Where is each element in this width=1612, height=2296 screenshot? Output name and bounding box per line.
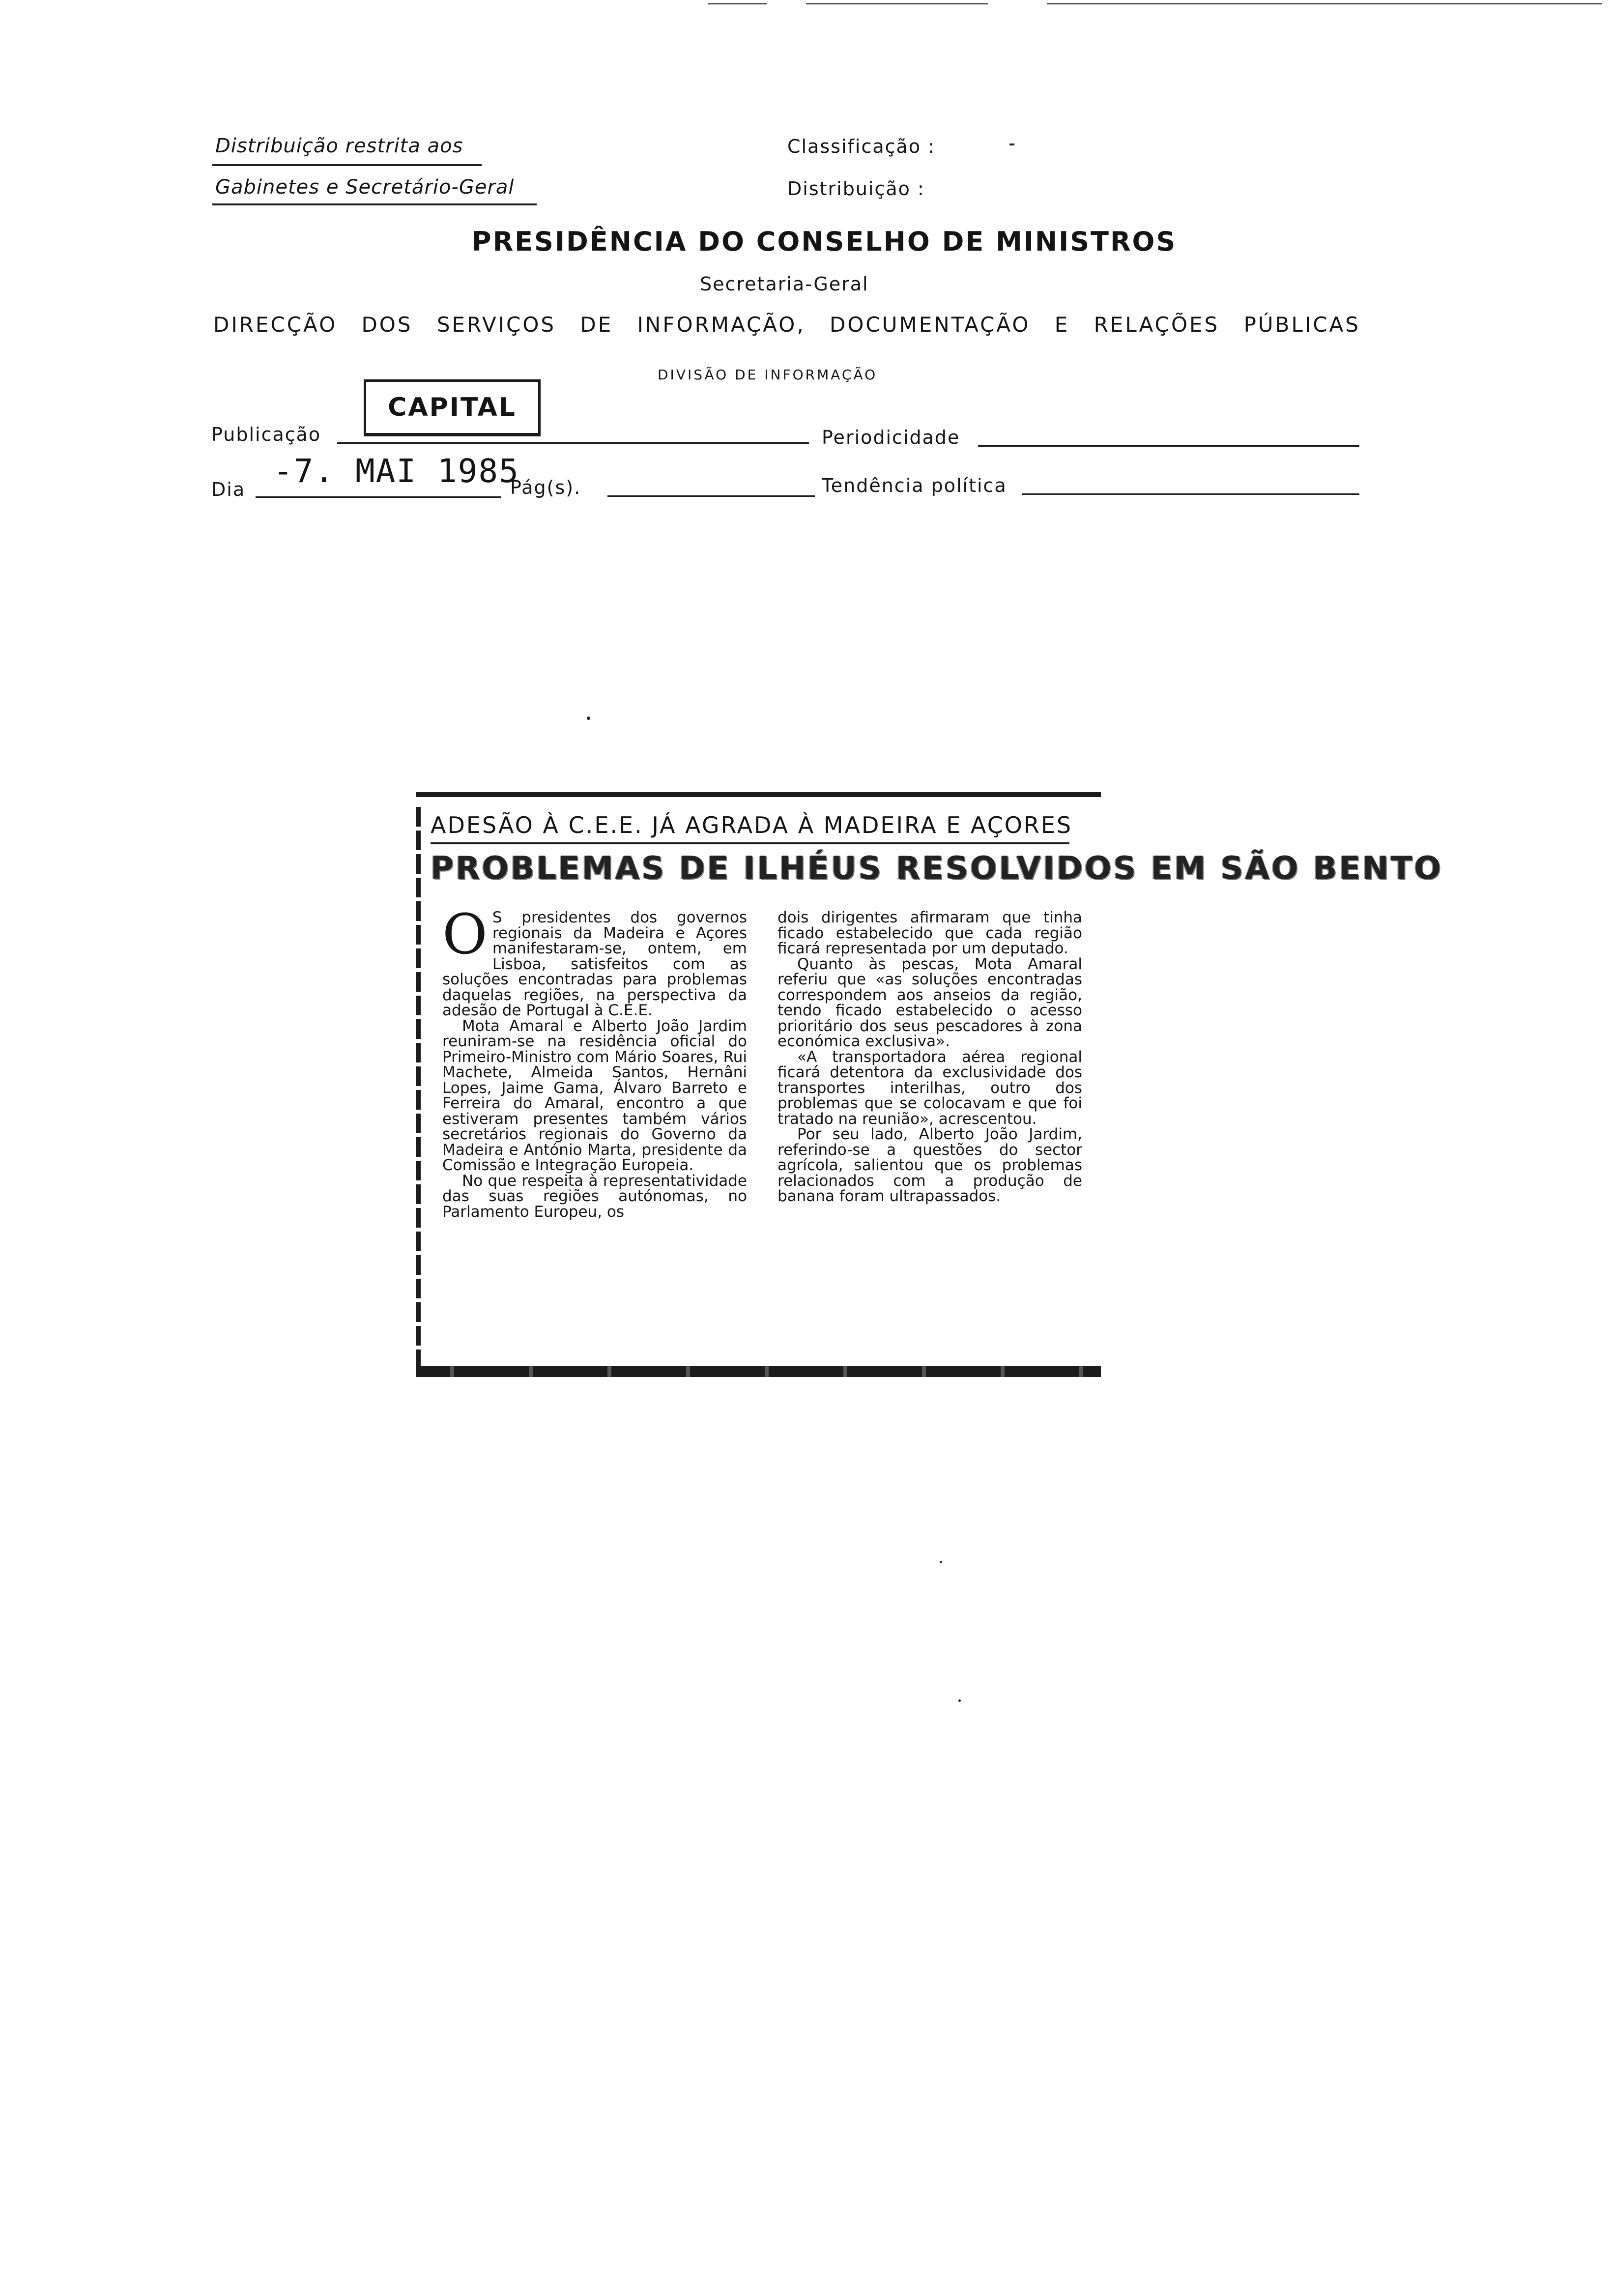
tendencia-label: Tendência política [822,475,1007,496]
article-paragraph: Mota Amaral e Alberto João Jardim reuniram-se na residência oficial do Primeiro-Ministro com Mário Soares, Rui Machete, Almeida Santos, Hernâni Lopes, Jaime Gama, Álvaro Barreto e Ferreira do Amaral, encontro a que estiveram presentes também vários secretários regionais do Governo da Madeira e António Marta, presidente da Comissão e Integração Europeia. [442,1017,747,1174]
publicacao-line [337,442,809,444]
secretaria-subtitle: Secretaria-Geral [700,273,869,295]
direccao-word: RELAÇÕES [1094,313,1220,337]
article-paragraph [442,903,747,1019]
scan-speck [958,1699,961,1702]
dia-label: Dia [211,479,246,500]
scan-mark [1047,3,1602,4]
direccao-word: E [1054,313,1070,337]
distribuicao-label: Distribuição : [787,178,925,200]
pags-line [607,495,815,497]
tendencia-line [1022,493,1359,495]
restriction-line-2: Gabinetes e Secretário-Geral [215,176,515,199]
article-headline: PROBLEMAS DE ILHÉUS RESOLVIDOS EM SÃO BENTO [431,850,1443,887]
periodicidade-label: Periodicidade [822,427,960,448]
periodicidade-line [978,445,1359,447]
restriction-line-1: Distribuição restrita aos [215,135,463,157]
direccao-word: DIRECÇÃO [213,313,338,337]
clipping-bottom-border [416,1366,1101,1377]
direccao-word: INFORMAÇÃO, [637,313,806,337]
presidencia-title: PRESIDÊNCIA DO CONSELHO DE MINISTROS [472,226,1177,257]
article-column-1 [442,903,747,1221]
restriction-underline-1 [212,164,482,166]
article-paragraph: Quanto às pescas, Mota Amaral referiu que «as soluções encontradas correspondem aos anseios da região, tendo ficado estabelecido o acesso prioritário dos seus pescadores à zona económica exclusiva». [777,955,1082,1050]
kicker-rule [431,842,1069,844]
classificacao-label: Classificação : [787,136,935,157]
article-column-2 [777,910,1082,1205]
date-stamp: -7. MAI 1985 [273,452,519,490]
classificacao-mark [1009,144,1014,145]
publicacao-label: Publicação [211,424,321,445]
direccao-word: SERVIÇOS [436,313,556,337]
publication-stamp: CAPITAL [364,379,541,436]
scan-speck [940,1561,942,1563]
article-paragraph: dois dirigentes afirmaram que tinha ficado estabelecido que cada região ficará representada por um deputado. [777,909,1082,957]
article-paragraph: «A transportadora aérea regional ficará detentora da exclusividade dos transportes interilhas, outro dos problemas que se colocavam e que foi tratado na reunião», acrescentou. [777,1048,1082,1128]
pags-label: Pág(s). [510,477,581,498]
article-kicker: ADESÃO À C.E.E. JÁ AGRADA À MADEIRA E AÇORES [431,812,1073,838]
paragraph-text: S presidentes dos governos regionais da Madeira e Açores manifestaram-se, ontem, em Lisboa, satisfeitos com as soluções encontradas para problemas daquelas regiões, na perspectiva da adesão de Portugal à C.E.E. [442,909,747,1019]
scan-speck [587,717,590,720]
scan-mark [806,3,988,4]
direccao-line [213,313,1360,337]
newspaper-clipping [416,792,1443,1377]
restriction-underline-2 [212,203,537,205]
direccao-word: DOS [361,313,413,337]
divisao-label: DIVISÃO DE INFORMAÇÃO [658,367,878,383]
article-paragraph: No que respeita à representatividade das suas regiões autónomas, no Parlamento Europeu, os [442,1172,747,1221]
article-paragraph: Por seu lado, Alberto João Jardim, referindo-se a questões do sector agrícola, salientou que os problemas relacionados com a produção de banana foram ultrapassados. [777,1125,1082,1205]
dia-line [256,496,501,498]
direccao-word: DE [580,313,613,337]
direccao-word: PÚBLICAS [1243,313,1360,337]
direccao-word: DOCUMENTAÇÃO [830,313,1031,337]
clipping-top-border [416,792,1101,797]
scan-mark [708,3,767,4]
clipping-left-border [416,807,421,1370]
drop-cap: O [442,903,488,967]
